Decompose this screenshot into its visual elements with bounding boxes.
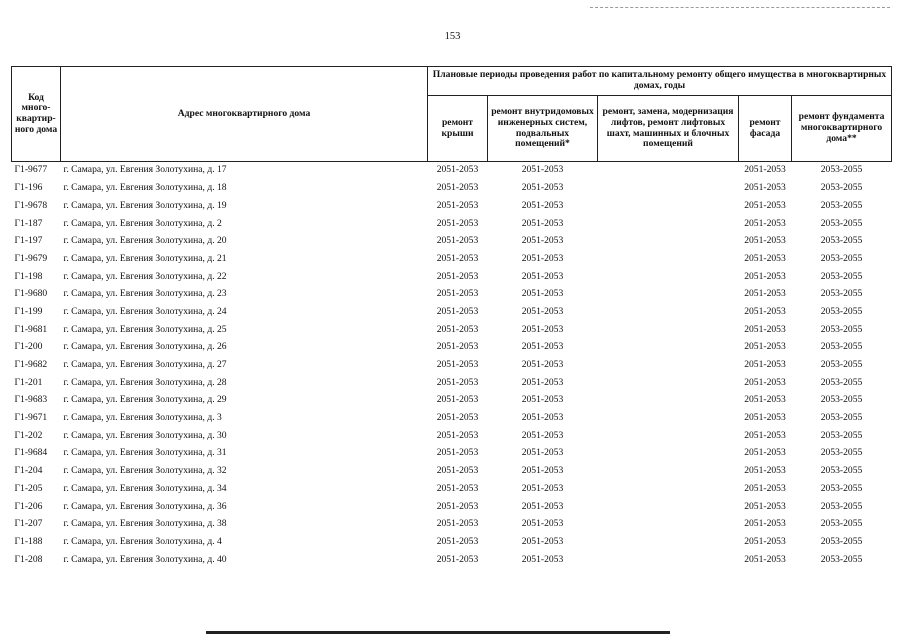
cell-code: Г1-199	[14, 305, 43, 317]
cell-systems: 2051-2053	[521, 482, 564, 494]
cell-foundation: 2053-2055	[820, 412, 863, 424]
table-row	[12, 268, 892, 286]
cell-code: Г1-201	[14, 376, 43, 388]
cell-code: Г1-9679	[14, 252, 48, 264]
cell-roof: 2051-2053	[436, 376, 479, 388]
cell-facade: 2051-2053	[744, 359, 786, 371]
header-systems: ремонт внутридомовых инженерных систем, подвальных помещений*	[488, 96, 598, 162]
cell-roof: 2051-2053	[436, 447, 479, 459]
table-header	[12, 67, 892, 162]
cell-elevators	[598, 180, 739, 198]
cell-elevators	[598, 551, 739, 569]
table-row	[12, 357, 892, 375]
cell-systems: 2051-2053	[521, 412, 564, 424]
cell-foundation: 2053-2055	[820, 341, 863, 353]
header-facade: ремонт фасада	[739, 96, 792, 162]
cell-elevators	[598, 463, 739, 481]
cell-code: Г1-202	[14, 429, 43, 441]
table-row	[12, 339, 892, 357]
cell-elevators	[598, 339, 739, 357]
table-row	[12, 410, 892, 428]
cell-code: Г1-9683	[14, 394, 48, 406]
cell-systems: 2051-2053	[521, 429, 564, 441]
table-row	[12, 498, 892, 516]
cell-foundation: 2053-2055	[820, 288, 863, 300]
cell-elevators	[598, 498, 739, 516]
cell-address: г. Самара, ул. Евгения Золотухина, д. 3	[63, 412, 222, 424]
cell-foundation: 2053-2055	[820, 359, 863, 371]
cell-address: г. Самара, ул. Евгения Золотухина, д. 4	[63, 535, 222, 547]
cell-systems: 2051-2053	[521, 500, 564, 512]
cell-facade: 2051-2053	[744, 553, 786, 565]
cell-elevators	[598, 480, 739, 498]
cell-address: г. Самара, ул. Евгения Золотухина, д. 28	[63, 376, 227, 388]
cell-address: г. Самара, ул. Евгения Золотухина, д. 36	[63, 500, 227, 512]
cell-roof: 2051-2053	[436, 217, 479, 229]
cell-code: Г1-197	[14, 235, 43, 247]
cell-address: г. Самара, ул. Евгения Золотухина, д. 24	[63, 305, 227, 317]
cell-systems: 2051-2053	[521, 465, 564, 477]
cell-address: г. Самара, ул. Евгения Золотухина, д. 19	[63, 199, 227, 211]
capital-repair-schedule-table	[11, 66, 892, 569]
cell-roof: 2051-2053	[436, 429, 479, 441]
cell-elevators	[598, 162, 739, 180]
cell-roof: 2051-2053	[436, 341, 479, 353]
table-row	[12, 286, 892, 304]
cell-foundation: 2053-2055	[820, 270, 863, 282]
cell-code: Г1-207	[14, 518, 43, 530]
cell-systems: 2051-2053	[521, 217, 564, 229]
cell-facade: 2051-2053	[744, 394, 786, 406]
header-address: Адрес многоквартирного дома	[61, 67, 428, 162]
cell-systems: 2051-2053	[521, 288, 564, 300]
cell-code: Г1-9684	[14, 447, 48, 459]
cell-facade: 2051-2053	[744, 500, 786, 512]
cell-systems: 2051-2053	[521, 359, 564, 371]
table-row	[12, 551, 892, 569]
cell-roof: 2051-2053	[436, 235, 479, 247]
cell-elevators	[598, 197, 739, 215]
cell-roof: 2051-2053	[436, 199, 479, 211]
table-row	[12, 215, 892, 233]
cell-foundation: 2053-2055	[820, 447, 863, 459]
cell-roof: 2051-2053	[436, 164, 479, 176]
cell-facade: 2051-2053	[744, 341, 786, 353]
cell-address: г. Самара, ул. Евгения Золотухина, д. 30	[63, 429, 227, 441]
table-row	[12, 516, 892, 534]
cell-facade: 2051-2053	[744, 288, 786, 300]
cell-facade: 2051-2053	[744, 465, 786, 477]
cell-systems: 2051-2053	[521, 341, 564, 353]
cell-elevators	[598, 445, 739, 463]
cell-address: г. Самара, ул. Евгения Золотухина, д. 38	[63, 518, 227, 530]
cell-address: г. Самара, ул. Евгения Золотухина, д. 23	[63, 288, 227, 300]
cell-address: г. Самара, ул. Евгения Золотухина, д. 31	[63, 447, 227, 459]
table-row	[12, 480, 892, 498]
cell-facade: 2051-2053	[744, 482, 786, 494]
cell-foundation: 2053-2055	[820, 535, 863, 547]
header-code: Код много-квартир-ного дома	[12, 67, 61, 162]
cell-elevators	[598, 392, 739, 410]
cell-roof: 2051-2053	[436, 518, 479, 530]
cell-address: г. Самара, ул. Евгения Золотухина, д. 17	[63, 164, 227, 176]
cell-elevators	[598, 268, 739, 286]
table-row	[12, 233, 892, 251]
cell-facade: 2051-2053	[744, 447, 786, 459]
cell-facade: 2051-2053	[744, 252, 786, 264]
cell-elevators	[598, 533, 739, 551]
cell-code: Г1-9678	[14, 199, 48, 211]
cell-address: г. Самара, ул. Евгения Золотухина, д. 26	[63, 341, 227, 353]
cell-roof: 2051-2053	[436, 412, 479, 424]
table-row	[12, 445, 892, 463]
cell-foundation: 2053-2055	[820, 394, 863, 406]
cell-systems: 2051-2053	[521, 518, 564, 530]
cell-foundation: 2053-2055	[820, 323, 863, 335]
cell-foundation: 2053-2055	[820, 465, 863, 477]
cell-foundation: 2053-2055	[820, 182, 863, 194]
table-row	[12, 180, 892, 198]
table-body	[12, 162, 892, 569]
cell-facade: 2051-2053	[744, 429, 786, 441]
cell-facade: 2051-2053	[744, 199, 786, 211]
table-row	[12, 197, 892, 215]
cell-code: Г1-206	[14, 500, 43, 512]
cell-code: Г1-9681	[14, 323, 48, 335]
page-number: 153	[444, 31, 461, 42]
cell-roof: 2051-2053	[436, 305, 479, 317]
cell-foundation: 2053-2055	[820, 500, 863, 512]
cell-elevators	[598, 357, 739, 375]
cell-address: г. Самара, ул. Евгения Золотухина, д. 22	[63, 270, 227, 282]
cell-address: г. Самара, ул. Евгения Золотухина, д. 40	[63, 553, 227, 565]
scan-bottom-bar	[206, 631, 670, 634]
cell-address: г. Самара, ул. Евгения Золотухина, д. 29	[63, 394, 227, 406]
cell-address: г. Самара, ул. Евгения Золотухина, д. 18	[63, 182, 227, 194]
cell-roof: 2051-2053	[436, 394, 479, 406]
cell-facade: 2051-2053	[744, 518, 786, 530]
cell-elevators	[598, 321, 739, 339]
cell-elevators	[598, 286, 739, 304]
cell-systems: 2051-2053	[521, 199, 564, 211]
cell-elevators	[598, 374, 739, 392]
cell-code: Г1-9680	[14, 288, 48, 300]
cell-foundation: 2053-2055	[820, 217, 863, 229]
cell-roof: 2051-2053	[436, 482, 479, 494]
cell-elevators	[598, 304, 739, 322]
cell-systems: 2051-2053	[521, 252, 564, 264]
cell-elevators	[598, 410, 739, 428]
scan-edge-line	[590, 7, 890, 8]
cell-foundation: 2053-2055	[820, 164, 863, 176]
cell-roof: 2051-2053	[436, 535, 479, 547]
cell-systems: 2051-2053	[521, 376, 564, 388]
cell-facade: 2051-2053	[744, 305, 786, 317]
cell-facade: 2051-2053	[744, 270, 786, 282]
header-periods-group: Плановые периоды проведения работ по капитальному ремонту общего имущества в многоквартирных домах, годы	[428, 67, 892, 96]
cell-code: Г1-187	[14, 217, 43, 229]
cell-roof: 2051-2053	[436, 252, 479, 264]
cell-facade: 2051-2053	[744, 535, 786, 547]
cell-elevators	[598, 516, 739, 534]
table-row	[12, 392, 892, 410]
cell-address: г. Самара, ул. Евгения Золотухина, д. 20	[63, 235, 227, 247]
cell-roof: 2051-2053	[436, 323, 479, 335]
cell-roof: 2051-2053	[436, 553, 479, 565]
header-roof: ремонт крыши	[428, 96, 488, 162]
cell-code: Г1-200	[14, 341, 43, 353]
cell-foundation: 2053-2055	[820, 376, 863, 388]
table-row	[12, 427, 892, 445]
cell-foundation: 2053-2055	[820, 482, 863, 494]
table-row	[12, 374, 892, 392]
cell-elevators	[598, 215, 739, 233]
cell-systems: 2051-2053	[521, 553, 564, 565]
cell-code: Г1-208	[14, 553, 43, 565]
table-row	[12, 250, 892, 268]
cell-systems: 2051-2053	[521, 164, 564, 176]
cell-address: г. Самара, ул. Евгения Золотухина, д. 32	[63, 465, 227, 477]
cell-address: г. Самара, ул. Евгения Золотухина, д. 34	[63, 482, 227, 494]
cell-facade: 2051-2053	[744, 235, 786, 247]
cell-code: Г1-204	[14, 465, 43, 477]
cell-systems: 2051-2053	[521, 182, 564, 194]
table-row	[12, 321, 892, 339]
cell-facade: 2051-2053	[744, 182, 786, 194]
cell-foundation: 2053-2055	[820, 235, 863, 247]
cell-foundation: 2053-2055	[820, 252, 863, 264]
header-elevators: ремонт, замена, модернизация лифтов, ремонт лифтовых шахт, машинных и блочных помещений	[598, 96, 739, 162]
cell-systems: 2051-2053	[521, 305, 564, 317]
cell-roof: 2051-2053	[436, 182, 479, 194]
cell-code: Г1-196	[14, 182, 43, 194]
cell-roof: 2051-2053	[436, 465, 479, 477]
cell-address: г. Самара, ул. Евгения Золотухина, д. 27	[63, 359, 227, 371]
cell-systems: 2051-2053	[521, 235, 564, 247]
cell-facade: 2051-2053	[744, 376, 786, 388]
cell-code: Г1-205	[14, 482, 43, 494]
cell-systems: 2051-2053	[521, 270, 564, 282]
cell-systems: 2051-2053	[521, 323, 564, 335]
cell-facade: 2051-2053	[744, 323, 786, 335]
cell-address: г. Самара, ул. Евгения Золотухина, д. 25	[63, 323, 227, 335]
table-row	[12, 463, 892, 481]
cell-systems: 2051-2053	[521, 535, 564, 547]
cell-roof: 2051-2053	[436, 270, 479, 282]
cell-code: Г1-9682	[14, 359, 48, 371]
cell-foundation: 2053-2055	[820, 429, 863, 441]
table-row	[12, 304, 892, 322]
cell-foundation: 2053-2055	[820, 518, 863, 530]
cell-elevators	[598, 427, 739, 445]
cell-code: Г1-198	[14, 270, 43, 282]
cell-roof: 2051-2053	[436, 288, 479, 300]
cell-code: Г1-9671	[14, 412, 48, 424]
cell-systems: 2051-2053	[521, 447, 564, 459]
table-row	[12, 162, 892, 180]
cell-systems: 2051-2053	[521, 394, 564, 406]
cell-address: г. Самара, ул. Евгения Золотухина, д. 2	[63, 217, 222, 229]
cell-roof: 2051-2053	[436, 359, 479, 371]
cell-roof: 2051-2053	[436, 500, 479, 512]
cell-foundation: 2053-2055	[820, 553, 863, 565]
table-row	[12, 533, 892, 551]
cell-facade: 2051-2053	[744, 217, 786, 229]
cell-facade: 2051-2053	[744, 412, 786, 424]
cell-elevators	[598, 233, 739, 251]
cell-code: Г1-9677	[14, 164, 48, 176]
cell-facade: 2051-2053	[744, 164, 786, 176]
cell-elevators	[598, 250, 739, 268]
cell-address: г. Самара, ул. Евгения Золотухина, д. 21	[63, 252, 227, 264]
cell-code: Г1-188	[14, 535, 43, 547]
cell-foundation: 2053-2055	[820, 305, 863, 317]
cell-foundation: 2053-2055	[820, 199, 863, 211]
header-foundation: ремонт фундамента многоквартирного дома**	[792, 96, 892, 162]
